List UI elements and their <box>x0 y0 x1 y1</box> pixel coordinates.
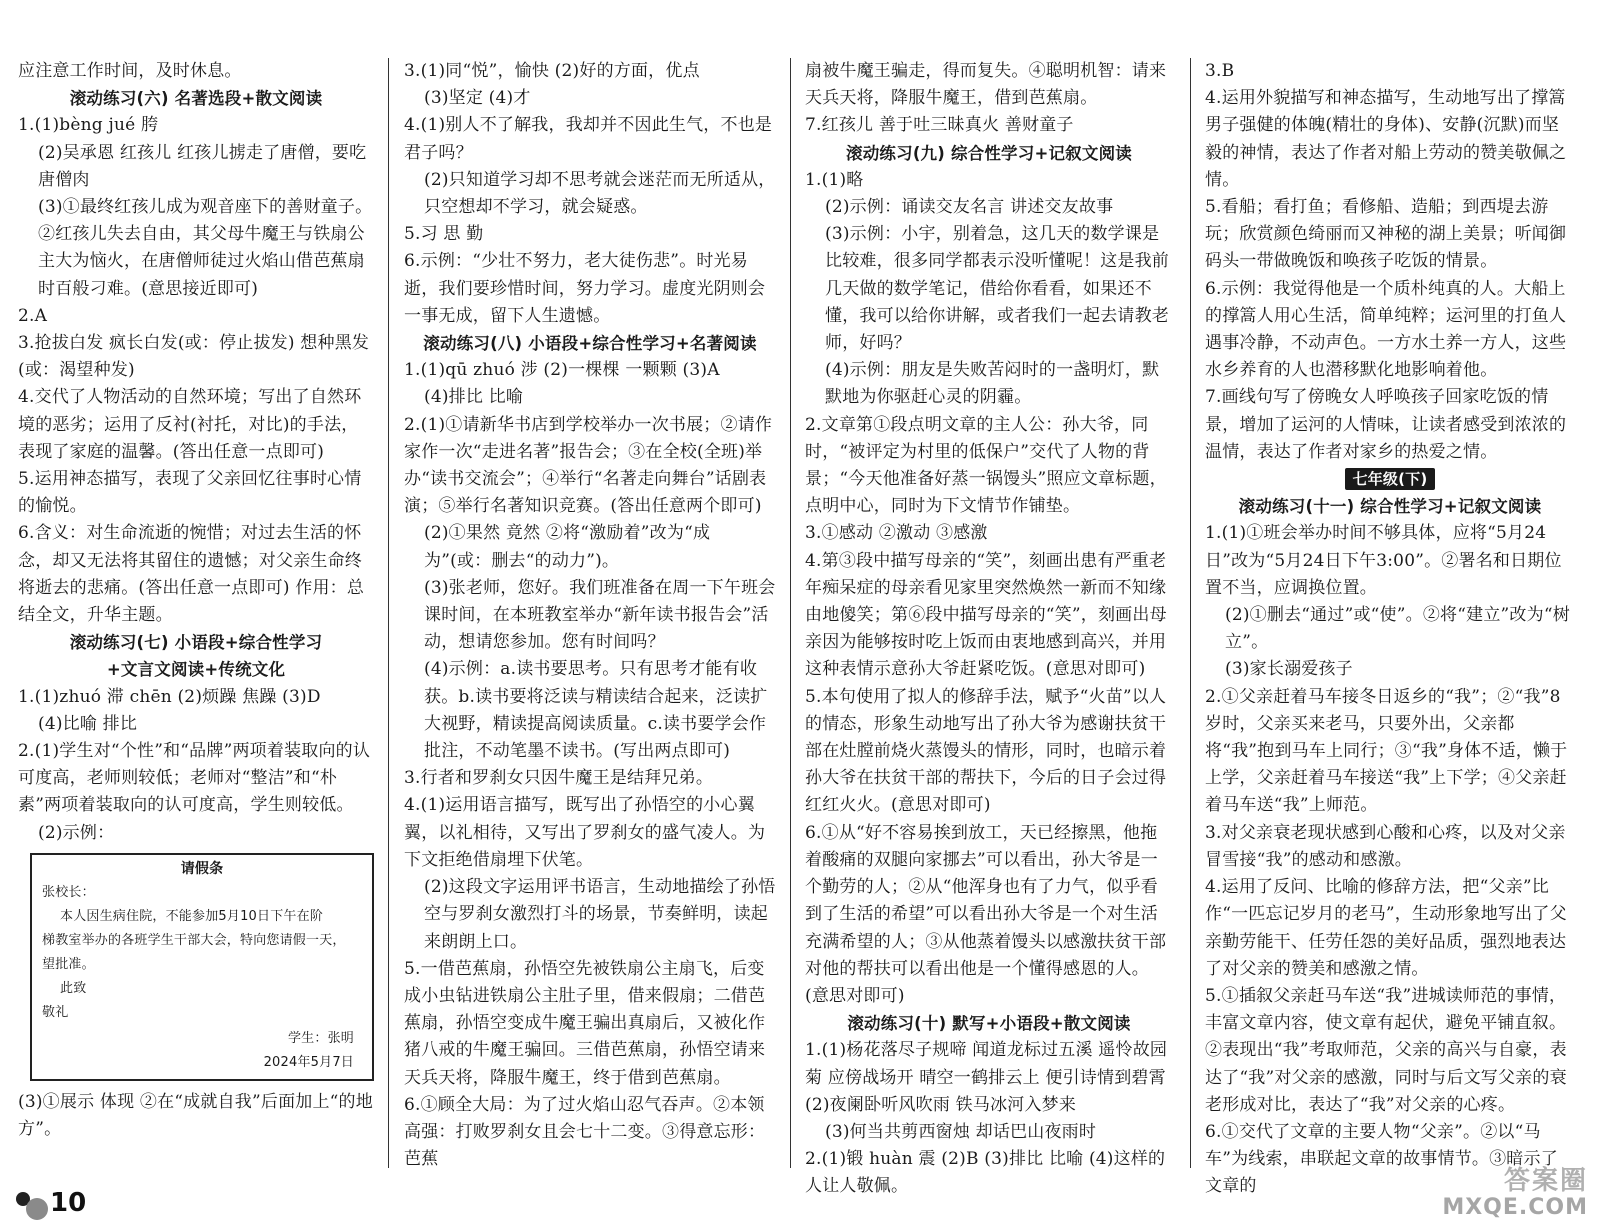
text-line: 3.抢拔白发 疯长白发(或：停止拔发) 想种黑发(或：渴望种发) <box>18 333 370 381</box>
text-line: 6.示例：“少壮不努力，老大徒伤悲”。时光易逝，我们要珍惜时间，努力学习。虚度光阴则会一事无成，留下人生遗憾。 <box>404 251 766 326</box>
text-line: (4)比喻 排比 <box>38 713 138 734</box>
text-line: (3)①展示 体现 ②在“成就自我”后面加上“的地方”。 <box>18 1091 373 1140</box>
text-line: 4.交代了人物活动的自然环境；写出了自然环境的恶劣；运用了反衬(衬托，对比)的手法，表现了家庭的温馨。(答出任意一点即可) <box>18 387 362 462</box>
text-line: 应注意工作时间，及时休息。 <box>18 61 242 81</box>
grade-badge-row <box>1205 466 1575 493</box>
text-line: (2)示例： <box>38 822 115 843</box>
leave-note-body: 本人因生病住院，不能参加5月10日下午在阶 <box>60 908 324 924</box>
section-heading: 滚动练习(九) 综合性学习+记叙文阅读 <box>846 143 1132 163</box>
text-line: 5.一借芭蕉扇，孙悟空先被铁扇公主扇飞，后变成小虫钻进铁扇公主肚子里，借来假扇；二借芭蕉扇，孙悟空变成牛魔王骗出真扇后，又被化作猪八戒的牛魔王骗回。三借芭蕉扇，孙悟空请来天兵天将，降服牛魔王，终于借到芭蕉扇。 <box>404 958 766 1088</box>
text-line: (4)排比 比喻 <box>424 387 524 408</box>
text-line: 2.(1)①请新华书店到学校举办一次书展；②请作家作一次“走进名著”报告会；③在全校(全班)举办“读书交流会”；④举行“名著走向舞台”话剧表演；⑤举行名著知识竞赛。(答出任意两个即可) <box>404 414 773 517</box>
text-line: 1.(1)略 <box>805 169 864 190</box>
text-line: (3)示例：小宇，别着急，这几天的数学课是比较难，很多同学都表示没听懂呢！这是我前几天做的数学笔记，借给你看看，如果还不懂，我可以给你讲解，或者我们一起去请教老师，好吗？ <box>825 224 1169 354</box>
text-line: (2)吴承恩 红孩儿 红孩儿掳走了唐僧，要吃唐僧肉 <box>38 142 367 190</box>
leave-note-title: 请假条 <box>180 860 224 877</box>
text-line: 1.(1)杨花落尽子规啼 闻道龙标过五溪 遥怜故园菊 应傍战场开 晴空一鹤排云上 便引诗情到碧霄 (2)夜阑卧听风吹雨 铁马冰河入梦来 <box>805 1040 1168 1115</box>
text-line: 1.(1)zhuó 滞 chēn (2)烦躁 焦躁 (3)D <box>18 686 321 707</box>
leave-note-box <box>30 853 374 1081</box>
text-line: (4)示例：a.读书要思考。只有思考才能有收获。b.读书要将泛读与精读结合起来，泛读扩大视野，精读提高阅读质量。c.读书要学会作批注，不动笔墨不读书。(写出两点即可) <box>424 659 768 762</box>
watermark-logo: 答案圈 <box>1503 1166 1588 1196</box>
text-line: 3.①感动 ②激动 ③感激 <box>805 523 988 544</box>
text-line: (2)示例：诵读交友名言 讲述交友故事 <box>825 197 1114 218</box>
text-line: 6.①顾全大局：为了过火焰山忍气吞声。②本领高强：打败罗刹女且会七十二变。③得意忘形：芭蕉 <box>404 1094 766 1170</box>
text-line: 2.①父亲赶着马车接冬日返乡的“我”；②“我”8岁时，父亲买来老马，只要外出，父亲都将“我”抱到马车上同行；③“我”身体不适，懒于上学，父亲赶着马车接送“我”上下学；④父亲赶着马车送“我”上师范。 <box>1205 686 1568 816</box>
text-line: 1.(1)qū zhuó 涉 (2)一棵棵 一颗颗 (3)A <box>404 360 720 381</box>
text-line: 4.(1)运用语言描写，既写出了孙悟空的小心翼翼，以礼相待，又写出了罗刹女的盛气凌人。为下文拒绝借扇埋下伏笔。 <box>404 795 766 870</box>
text-line: 扇被牛魔王骗走，得而复失。④聪明机智：请来天兵天将，降服牛魔王，借到芭蕉扇。 <box>805 61 1167 109</box>
leave-note-date: 2024年5月7日 <box>263 1054 354 1070</box>
section-heading: 滚动练习(七) 小语段+综合性学习 <box>69 633 323 653</box>
text-line: 3.(1)同“悦”，愉快 (2)好的方面，优点 <box>404 61 700 81</box>
text-line: 5.①插叙父亲赶马车送“我”进城读师范的事情，丰富文章内容，使文章有起伏，避免平铺直叙。②表现出“我”考取师范，父亲的高兴与自豪，表达了“我”对父亲的感激，同时与后文写父亲的衰老形成对比，表达了“我”对父亲的心疼。 <box>1205 985 1567 1115</box>
text-line: (2)①果然 竟然 ②将“激励着”改为“成为”(或：删去“的动力”)。 <box>424 523 711 571</box>
text-line: (3)①最终红孩儿成为观音座下的善财童子。②红孩儿失去自由，其父母牛魔王与铁扇公主大为恼火，在唐僧师徒过火焰山借芭蕉扇时百般刁难。(意思接近即可) <box>38 197 373 299</box>
text-line: (2)这段文字运用评书语言，生动地描绘了孙悟空与罗刹女激烈打斗的场景，节奏鲜明，读起来朗朗上口。 <box>424 877 776 952</box>
column-divider <box>790 58 791 1168</box>
watermark-url: MXQE.COM <box>1442 1195 1588 1220</box>
grade-badge: 七年级(下) <box>1345 468 1436 490</box>
column-1 <box>18 58 374 1143</box>
section-heading: 滚动练习(八) 小语段+综合性学习+名著阅读 <box>423 334 757 354</box>
text-line: 5.本句使用了拟人的修辞手法，赋予“火苗”以人的情态，形象生动地写出了孙大爷为感谢扶贫干部在灶膛前烧火蒸馒头的情形，同时，也暗示着孙大爷在扶贫干部的帮扶下，今后的日子会过得红红火火。(意思对即可) <box>805 686 1167 816</box>
page-number <box>16 1186 86 1218</box>
section-heading-cont: +文言文阅读+传统文化 <box>106 660 286 680</box>
leave-note-signature: 学生：张明 <box>287 1030 354 1046</box>
text-line: 1.(1)bèng jué 胯 <box>18 115 159 136</box>
column-2 <box>404 58 776 1173</box>
section-heading: 滚动练习(十一) 综合性学习+记叙文阅读 <box>1238 497 1542 517</box>
leave-note-closing: 此致 <box>60 980 87 996</box>
text-line: 3.对父亲衰老现状感到心酸和心疼，以及对父亲冒雪接“我”的感动和感激。 <box>1205 822 1566 870</box>
column-divider <box>1190 58 1191 1168</box>
section-heading: 滚动练习(六) 名著选段+散文阅读 <box>69 89 323 109</box>
text-line: (4)示例：朋友是失败苦闷时的一盏明灯，默默地为你驱赶心灵的阴霾。 <box>825 360 1160 408</box>
text-line: (2)只知道学习却不思考就会迷茫而无所适从，只空想却不学习，就会疑惑。 <box>424 169 776 218</box>
text-line: 4.运用了反问、比喻的修辞方法，把“父亲”比作“一匹忘记岁月的老马”，生动形象地写出了父亲勤劳能干、任劳任怨的美好品质，强烈地表达了对父亲的赞美和感激之情。 <box>1205 877 1567 979</box>
column-4 <box>1205 58 1575 1201</box>
section-heading: 滚动练习(十) 默写+小语段+散文阅读 <box>847 1014 1131 1034</box>
leave-note-closing: 敬礼 <box>42 1004 69 1020</box>
column-3 <box>805 58 1173 1201</box>
text-line: 4.运用外貌描写和神态描写，生动地写出了撑篙男子强健的体魄(精壮的身体)、安静(沉默)而坚毅的神情，表达了作者对船上劳动的赞美敬佩之情。 <box>1205 88 1567 190</box>
text-line: 6.含义：对生命流逝的惋惜；对过去生活的怀念，却又无法将其留住的遗憾；对父亲生命终将逝去的悲痛。(答出任意一点即可) 作用：总结全文，升华主题。 <box>18 523 365 626</box>
text-line: 3.B <box>1205 61 1235 81</box>
text-line: 7.红孩儿 善于吐三昧真火 善财童子 <box>805 115 1074 136</box>
text-line: 2.A <box>18 305 48 326</box>
text-line: 4.(1)别人不了解我，我却并不因此生气，不也是君子吗？ <box>404 115 773 163</box>
page-dot-icon <box>26 1198 48 1220</box>
text-line: 6.①从“好不容易挨到放工，天已经擦黑，他拖着酸痛的双腿向家挪去”可以看出，孙大爷是一个勤劳的人；②从“他浑身也有了力气，似乎看到了生活的希望”可以看出孙大爷是一个对生活充满希望的人；③从他蒸着馒头以感激扶贫干部对他的帮扶可以看出他是一个懂得感恩的人。(意思对即可) <box>805 822 1167 1006</box>
text-line: 5.看船；看打鱼；看修船、造船；到西堤去游玩；欣赏颜色绮丽而又神秘的湖上美景；听闻御码头一带做晚饭和唤孩子吃饭的情景。 <box>1205 197 1567 272</box>
text-line: 5.习 思 勤 <box>404 224 484 245</box>
text-line: 5.运用神态描写，表现了父亲回忆往事时心情的愉悦。 <box>18 469 362 517</box>
text-line: 6.示例：我觉得他是一个质朴纯真的人。大船上的撑篙人用心生活，简单纯粹；运河里的打鱼人遇事冷静，不动声色。一方水土养一方人，这些水乡养育的人也潜移默化地影响着他。 <box>1205 278 1567 381</box>
text-line: 4.第③段中描写母亲的“笑”，刻画出患有严重老年痴呆症的母亲看见家里突然焕然一新而不知缘由地傻笑；第⑥段中描写母亲的“笑”，刻画出母亲因为能够按时吃上饭而由衷地感到高兴，并用这种表情示意孙大爷赶紧吃饭。(意思对即可) <box>805 550 1167 680</box>
text-line: (2)①删去“通过”或“使”。②将“建立”改为“树立”。 <box>1225 605 1570 653</box>
watermark <box>1418 1166 1588 1222</box>
text-line: (3)家长溺爱孩子 <box>1225 659 1353 680</box>
leave-note-body: 望批准。 <box>42 956 95 972</box>
text-line: 6.①交代了文章的主要人物“父亲”。②以“马车”为线索，串联起文章的故事情节。③暗示了文章的 <box>1205 1121 1558 1197</box>
leave-note-body: 梯教室举办的各班学生干部大会，特向您请假一天， <box>42 932 346 948</box>
text-line: 2.(1)锻 huàn 震 (2)B (3)排比 比喻 (4)这样的人让人敬佩。 <box>805 1149 1166 1197</box>
column-divider <box>388 58 389 1168</box>
text-line: (3)张老师，您好。我们班准备在周一下午班会课时间，在本班教室举办“新年读书报告会”活动，想请您参加。您有时间吗？ <box>424 577 776 653</box>
text-line: 1.(1)①班会举办时间不够具体，应将“5月24日”改为“5月24日下午3:00”。②署名和日期位置不当，应调换位置。 <box>1205 523 1562 598</box>
text-line: (3)坚定 (4)才 <box>424 88 531 109</box>
leave-note-salutation: 张校长： <box>42 884 95 900</box>
text-line: 7.画线句写了傍晚女人呼唤孩子回家吃饭的情景，增加了运河的人情味，让读者感受到浓浓的温情，表达了作者对家乡的热爱之情。 <box>1205 387 1567 462</box>
text-line: 3.行者和罗刹女只因牛魔王是结拜兄弟。 <box>404 768 714 789</box>
text-line: 2.文章第①段点明文章的主人公：孙大爷，同时，“被评定为村里的低保户”交代了人物的背景；“今天他准备好蒸一锅馒头”照应文章标题，点明中心，同时为下文情节作铺垫。 <box>805 414 1167 517</box>
text-line: 2.(1)学生对“个性”和“品牌”两项着装取向的认可度高，老师则较低；老师对“整洁”和“朴素”两项着装取向的认可度高，学生则较低。 <box>18 741 371 816</box>
page-number-text: 10 <box>50 1188 87 1218</box>
text-line: (3)何当共剪西窗烛 却话巴山夜雨时 <box>825 1121 1097 1142</box>
